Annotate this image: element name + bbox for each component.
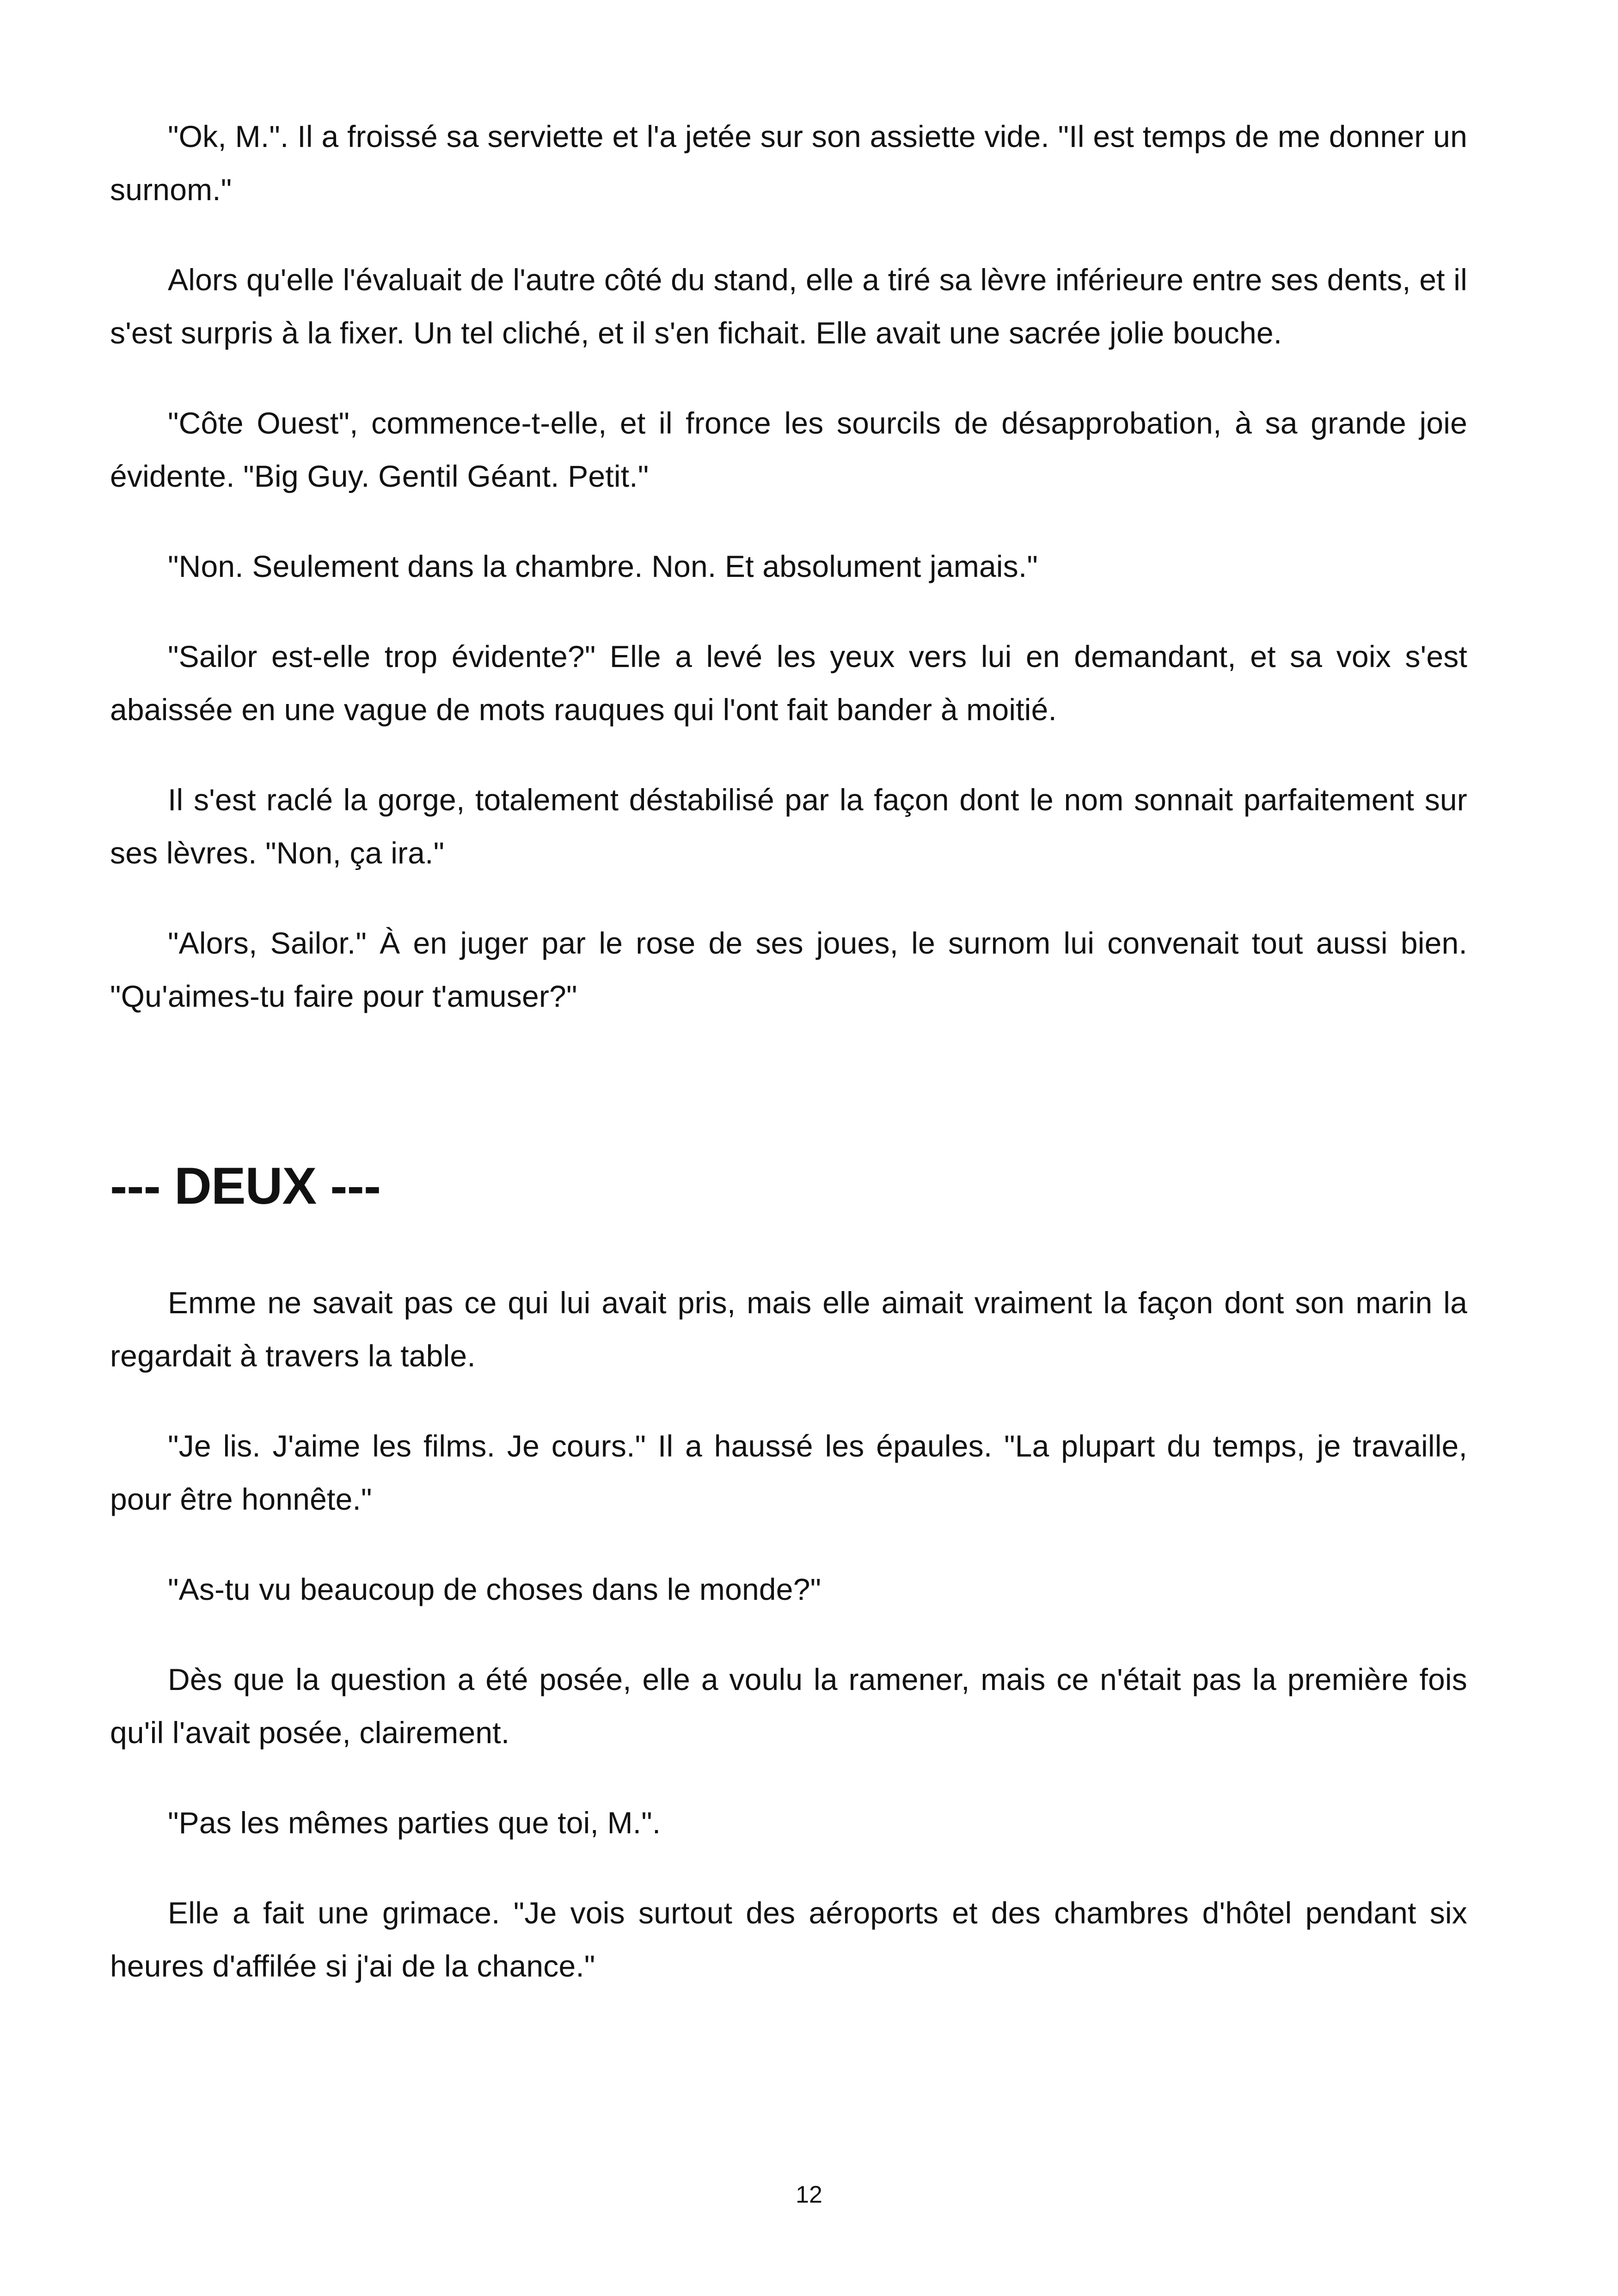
paragraph: "Sailor est-elle trop évidente?" Elle a levé les yeux vers lui en demandant, et sa voix s'est abaissée en une vague de mots rauques qui l'ont fait bander à moitié.	[110, 639, 1467, 727]
chapter-heading: --- DEUX ---	[110, 1157, 381, 1215]
paragraph: "Côte Ouest", commence-t-elle, et il fronce les sourcils de désapprobation, à sa grande joie évidente. "Big Guy. Gentil Géant. Petit."	[110, 406, 1467, 493]
paragraph: Emme ne savait pas ce qui lui avait pris, mais elle aimait vraiment la façon dont son marin la regardait à travers la table.	[110, 1286, 1467, 1373]
paragraph: "Pas les mêmes parties que toi, M.".	[168, 1806, 661, 1840]
paragraph: "Je lis. J'aime les films. Je cours." Il a haussé les épaules. "La plupart du temps, je travaille, pour être honnête."	[110, 1429, 1467, 1516]
paragraph: Elle a fait une grimace. "Je vois surtout des aéroports et des chambres d'hôtel pendant six heures d'affilée si j'ai de la chance."	[110, 1896, 1467, 1983]
text-column	[110, 110, 1467, 2030]
paragraph: Alors qu'elle l'évaluait de l'autre côté du stand, elle a tiré sa lèvre inférieure entre ses dents, et il s'est surpris à la fixer. Un tel cliché, et il s'en fichait. Elle avait une sacrée jolie bouche.	[110, 263, 1467, 350]
paragraph: "Non. Seulement dans la chambre. Non. Et absolument jamais."	[168, 549, 1038, 583]
paragraph: Dès que la question a été posée, elle a voulu la ramener, mais ce n'était pas la première fois qu'il l'avait posée, clairement.	[110, 1662, 1467, 1750]
paragraph: "As-tu vu beaucoup de choses dans le monde?"	[168, 1572, 821, 1606]
paragraph: "Alors, Sailor." À en juger par le rose de ses joues, le surnom lui convenait tout aussi bien. "Qu'aimes-tu faire pour t'amuser?"	[110, 926, 1467, 1013]
paragraph: Il s'est raclé la gorge, totalement déstabilisé par la façon dont le nom sonnait parfaitement sur ses lèvres. "Non, ça ira."	[110, 783, 1467, 870]
paragraph: "Ok, M.". Il a froissé sa serviette et l'a jetée sur son assiette vide. "Il est temps de me donner un surnom."	[110, 119, 1467, 207]
page-number: 12	[796, 2181, 822, 2208]
